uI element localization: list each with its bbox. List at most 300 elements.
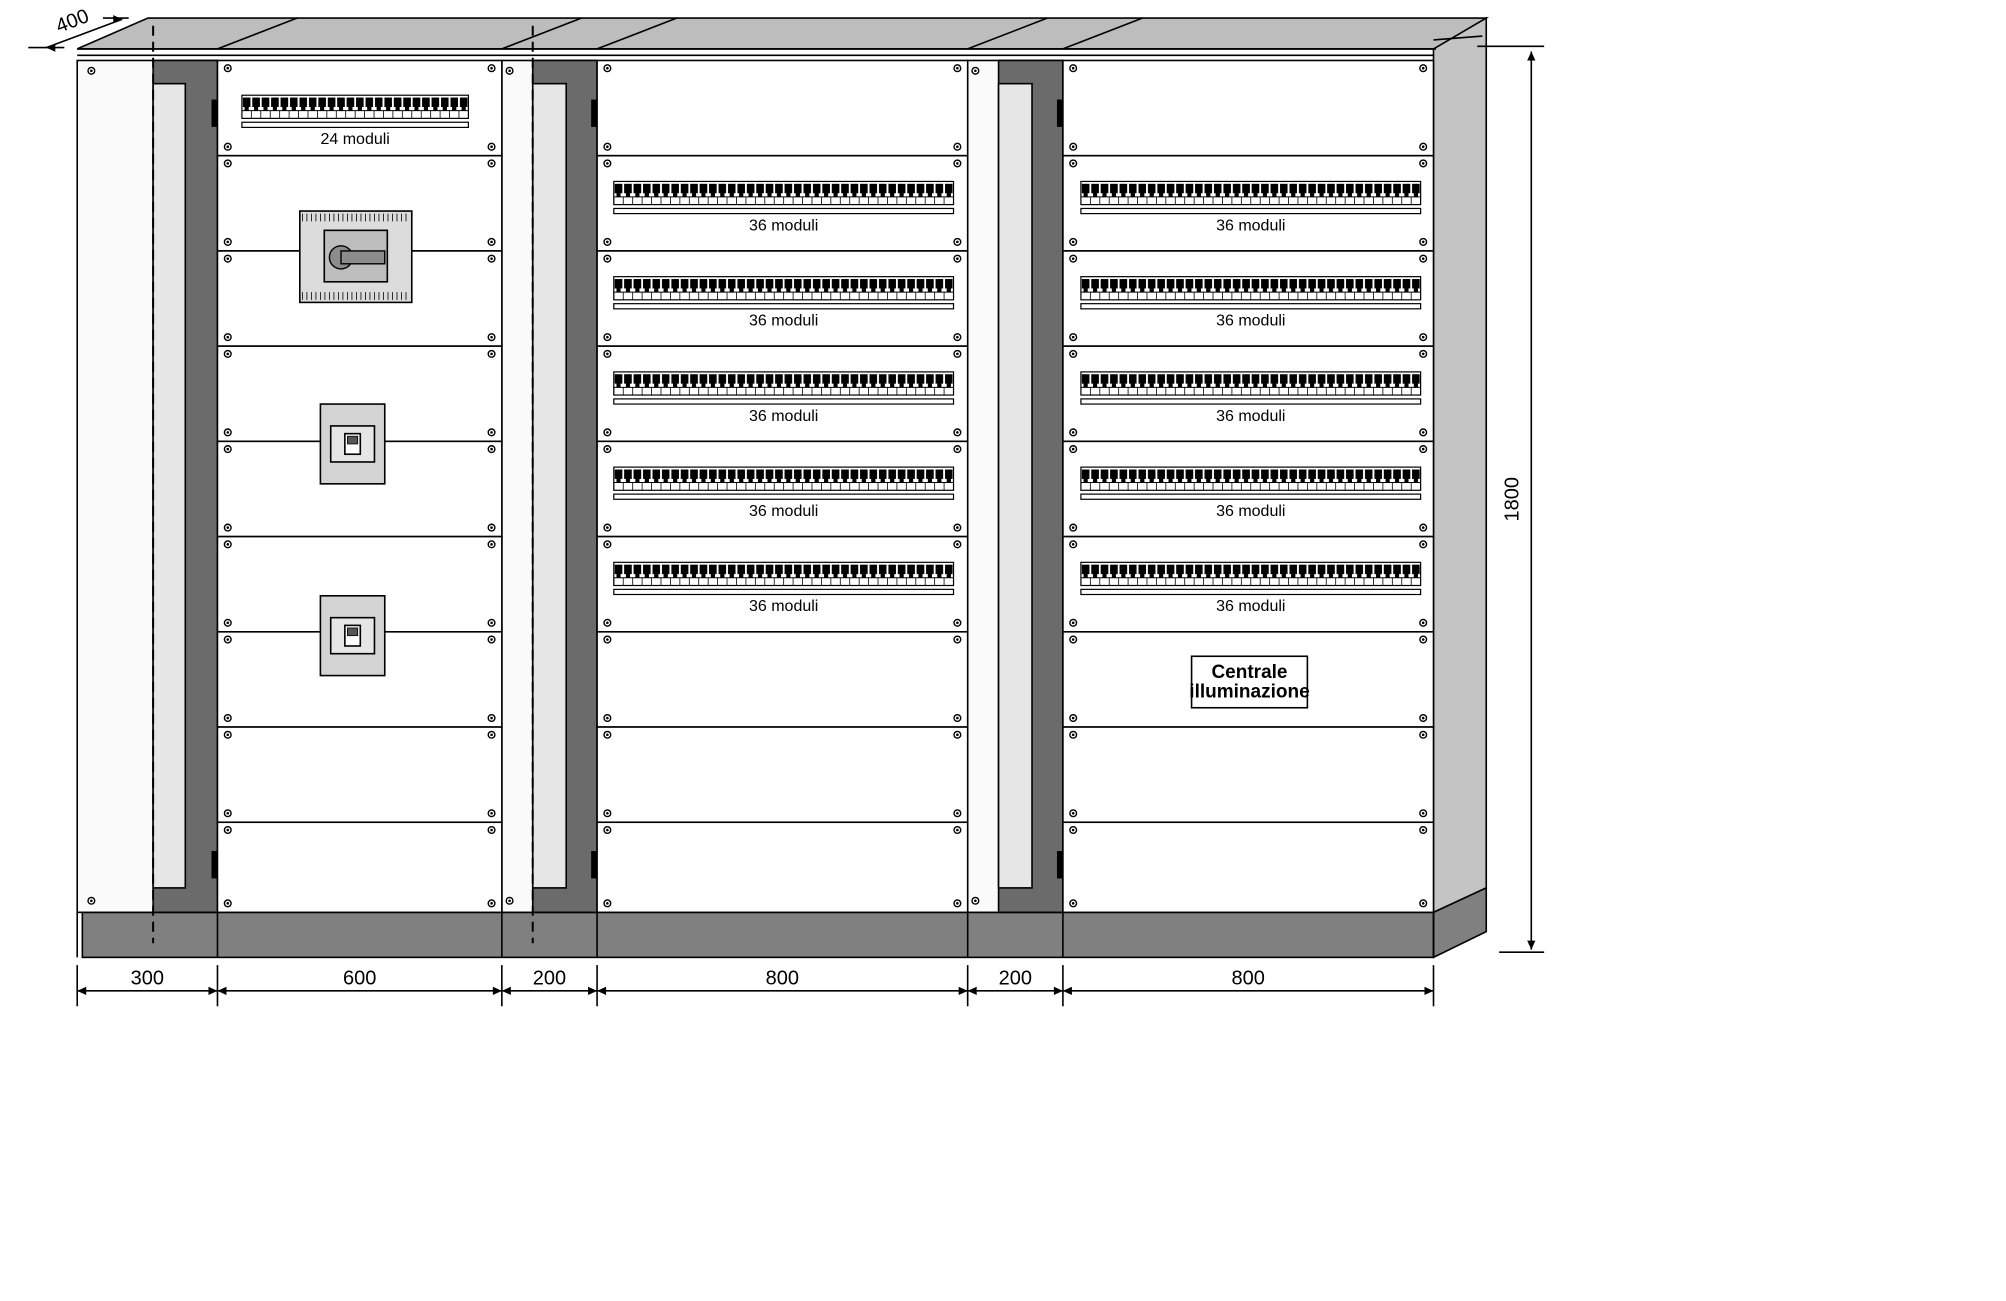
breaker-lever-icon [1414, 193, 1418, 197]
screw-center-icon [606, 145, 609, 148]
breaker-top-icon [738, 470, 745, 479]
breaker-lever-icon [768, 383, 772, 387]
breaker-lever-icon [1121, 574, 1125, 578]
breaker-top-icon [926, 470, 933, 479]
breaker-top-icon [1205, 184, 1212, 193]
module-label-cabinet-f-row-1: 36 moduli [1216, 217, 1286, 235]
breaker-top-icon [945, 279, 952, 288]
label-strip [1081, 304, 1421, 309]
screw-center-icon [606, 812, 609, 815]
breaker-top-icon [1346, 279, 1353, 288]
breaker-top-icon [624, 374, 631, 383]
breaker-top-icon [851, 470, 858, 479]
breaker-top-icon [634, 279, 641, 288]
breaker-top-icon [709, 565, 716, 574]
breaker-lever-icon [273, 107, 277, 111]
breaker-lever-icon [730, 383, 734, 387]
breaker-top-icon [1318, 470, 1325, 479]
breaker-lever-icon [664, 193, 668, 197]
breaker-top-icon [879, 565, 886, 574]
breaker-lever-icon [1263, 383, 1267, 387]
breaker-lever-icon [645, 193, 649, 197]
screw-center-icon [90, 69, 93, 72]
breaker-lever-icon [1367, 288, 1371, 292]
breaker-top-icon [1393, 470, 1400, 479]
breaker-lever-icon [1188, 479, 1192, 483]
breaker-top-icon [1261, 374, 1268, 383]
breaker-top-icon [1120, 470, 1127, 479]
breaker-lever-icon [853, 288, 857, 292]
breaker-top-icon [1158, 184, 1165, 193]
breaker-lever-icon [843, 193, 847, 197]
module-label-cabinet-b: 24 moduli [320, 131, 390, 149]
breaker-lever-icon [1263, 193, 1267, 197]
screw-center-icon [490, 638, 493, 641]
breaker-top-icon [907, 374, 914, 383]
breaker-top-icon [945, 470, 952, 479]
breaker-lever-icon [796, 479, 800, 483]
breaker-top-icon [766, 470, 773, 479]
breaker-top-icon [700, 374, 707, 383]
module-rail-cabinet-d-row-2 [614, 277, 954, 309]
breaker-lever-icon [1272, 383, 1276, 387]
breaker-lever-icon [683, 479, 687, 483]
breaker-lever-icon [1386, 383, 1390, 387]
breaker-top-icon [785, 374, 792, 383]
screw-center-icon [606, 67, 609, 70]
breaker-lever-icon [796, 288, 800, 292]
breaker-lever-icon [768, 288, 772, 292]
screw-center-icon [1422, 448, 1425, 451]
breaker-top-icon [860, 470, 867, 479]
screw-center-icon [490, 257, 493, 260]
screw-center-icon [1072, 902, 1075, 905]
breaker-lever-icon [749, 193, 753, 197]
module-label-cabinet-d-row-5: 36 moduli [748, 598, 819, 616]
breaker-top-icon [823, 279, 830, 288]
breaker-lever-icon [1206, 193, 1210, 197]
breaker-lever-icon [1254, 574, 1258, 578]
breaker-top-icon [870, 184, 877, 193]
breaker-lever-icon [1414, 574, 1418, 578]
breaker-lever-icon [834, 383, 838, 387]
breaker-top-icon [785, 279, 792, 288]
breaker-top-icon [1252, 184, 1259, 193]
breaker-top-icon [841, 184, 848, 193]
breaker-top-icon [1309, 279, 1316, 288]
breaker-lever-icon [702, 479, 706, 483]
breaker-lever-icon [1367, 574, 1371, 578]
breaker-top-icon [1356, 279, 1363, 288]
label-strip [1081, 208, 1421, 213]
breaker-top-icon [1214, 184, 1221, 193]
breaker-top-icon [1261, 184, 1268, 193]
breaker-top-icon [1327, 184, 1334, 193]
breaker-lever-icon [768, 574, 772, 578]
breaker-lever-icon [777, 193, 781, 197]
breaker-top-icon [1403, 184, 1410, 193]
breaker-top-icon [775, 279, 782, 288]
breaker-lever-icon [862, 288, 866, 292]
breaker-lever-icon [1159, 574, 1163, 578]
breaker-lever-icon [720, 574, 724, 578]
breaker-lever-icon [1112, 288, 1116, 292]
breaker-top-icon [1393, 184, 1400, 193]
breaker-top-icon [879, 470, 886, 479]
breaker-lever-icon [1386, 288, 1390, 292]
cabinet-right-side [1434, 18, 1487, 912]
screw-center-icon [226, 526, 229, 529]
breaker-top-icon [1139, 184, 1146, 193]
screw-center-icon [226, 162, 229, 165]
breaker-lever-icon [1131, 383, 1135, 387]
breaker-lever-icon [654, 288, 658, 292]
breaker-top-icon [1186, 565, 1193, 574]
breaker-lever-icon [1150, 383, 1154, 387]
screw-center-icon [1072, 812, 1075, 815]
breaker-lever-icon [749, 288, 753, 292]
breaker-top-icon [1139, 279, 1146, 288]
breaker-lever-icon [673, 574, 677, 578]
breaker-top-icon [945, 565, 952, 574]
screw-center-icon [1422, 431, 1425, 434]
breaker-lever-icon [1178, 479, 1182, 483]
breaker-lever-icon [654, 193, 658, 197]
breaker-top-icon [1101, 470, 1108, 479]
breaker-top-icon [643, 565, 650, 574]
screw-center-icon [1072, 733, 1075, 736]
breaker-top-icon [615, 184, 622, 193]
breaker-top-icon [1242, 184, 1249, 193]
breaker-top-icon [775, 565, 782, 574]
breaker-top-icon [1129, 470, 1136, 479]
breaker-top-icon [860, 374, 867, 383]
breaker-lever-icon [777, 383, 781, 387]
panel-d-row-1 [597, 60, 968, 155]
breaker-top-icon [662, 279, 669, 288]
screw-center-icon [1422, 67, 1425, 70]
label-strip [614, 399, 954, 404]
screw-center-icon [1422, 145, 1425, 148]
breaker-lever-icon [890, 574, 894, 578]
breaker-lever-icon [654, 574, 658, 578]
screw-center-icon [1422, 717, 1425, 720]
breaker-lever-icon [617, 193, 621, 197]
breaker-lever-icon [1178, 288, 1182, 292]
breaker-lever-icon [730, 479, 734, 483]
breaker-top-icon [662, 565, 669, 574]
breaker-top-icon [870, 470, 877, 479]
breaker-lever-icon [1254, 479, 1258, 483]
breaker-top-icon [1101, 565, 1108, 574]
breaker-lever-icon [1348, 479, 1352, 483]
breaker-top-icon [700, 470, 707, 479]
screw-center-icon [956, 67, 959, 70]
breaker-lever-icon [692, 288, 696, 292]
screw-center-icon [490, 829, 493, 832]
breaker-top-icon [728, 279, 735, 288]
breaker-lever-icon [1197, 383, 1201, 387]
breaker-top-icon [1214, 565, 1221, 574]
breaker-lever-icon [664, 574, 668, 578]
breaker-lever-icon [692, 574, 696, 578]
breaker-top-icon [690, 470, 697, 479]
screw-center-icon [956, 829, 959, 832]
breaker-lever-icon [1386, 574, 1390, 578]
screw-center-icon [956, 353, 959, 356]
breaker-top-icon [1129, 184, 1136, 193]
breaker-lever-icon [1140, 193, 1144, 197]
breaker-top-icon [1242, 374, 1249, 383]
breaker-lever-icon [1263, 574, 1267, 578]
arrowhead-icon [1527, 941, 1535, 950]
breaker-top-icon [785, 470, 792, 479]
breaker-top-icon [366, 98, 373, 107]
screw-center-icon [1072, 67, 1075, 70]
breaker-lever-icon [900, 193, 904, 197]
breaker-top-icon [936, 565, 943, 574]
depth-dimension-label: 400 [52, 5, 93, 38]
breaker-top-icon [766, 374, 773, 383]
breaker-top-icon [756, 470, 763, 479]
breaker-lever-icon [692, 193, 696, 197]
breaker-lever-icon [1301, 383, 1305, 387]
breaker-lever-icon [1301, 288, 1305, 292]
breaker-top-icon [624, 565, 631, 574]
breaker-lever-icon [1301, 193, 1305, 197]
breaker-top-icon [1176, 470, 1183, 479]
breaker-lever-icon [1357, 383, 1361, 387]
screw-center-icon [490, 902, 493, 905]
breaker-top-icon [1186, 279, 1193, 288]
screw-center-icon [226, 145, 229, 148]
screw-center-icon [90, 899, 93, 902]
breaker-top-icon [898, 565, 905, 574]
breaker-lever-icon [367, 107, 371, 111]
breaker-top-icon [1384, 374, 1391, 383]
breaker-lever-icon [1084, 193, 1088, 197]
breaker-lever-icon [1357, 479, 1361, 483]
label-strip [242, 122, 468, 127]
breaker-lever-icon [1244, 193, 1248, 197]
breaker-top-icon [1101, 279, 1108, 288]
breaker-top-icon [747, 184, 754, 193]
breaker-top-icon [1309, 374, 1316, 383]
breaker-lever-icon [1235, 288, 1239, 292]
breaker-lever-icon [739, 193, 743, 197]
breaker-top-icon [1318, 184, 1325, 193]
breaker-top-icon [907, 184, 914, 193]
breaker-lever-icon [937, 288, 941, 292]
breaker-lever-icon [881, 288, 885, 292]
breaker-lever-icon [626, 574, 630, 578]
breaker-lever-icon [947, 479, 951, 483]
breaker-lever-icon [900, 288, 904, 292]
breaker-top-icon [870, 565, 877, 574]
breaker-top-icon [643, 279, 650, 288]
breaker-lever-icon [1376, 383, 1380, 387]
screw-center-icon [226, 431, 229, 434]
breaker-top-icon [804, 565, 811, 574]
screw-center-icon [490, 67, 493, 70]
screw-center-icon [490, 733, 493, 736]
breaker-lever-icon [1216, 574, 1220, 578]
breaker-top-icon [672, 184, 679, 193]
breaker-top-icon [1082, 184, 1089, 193]
breaker-top-icon [413, 98, 420, 107]
breaker-lever-icon [1140, 288, 1144, 292]
breaker-lever-icon [1103, 479, 1107, 483]
breaker-top-icon [889, 184, 896, 193]
breaker-top-icon [823, 184, 830, 193]
breaker-lever-icon [919, 574, 923, 578]
breaker-top-icon [907, 470, 914, 479]
breaker-top-icon [832, 184, 839, 193]
breaker-top-icon [1129, 279, 1136, 288]
breaker-lever-icon [1178, 574, 1182, 578]
breaker-lever-icon [1329, 479, 1333, 483]
breaker-top-icon [794, 279, 801, 288]
panel-f-row-1 [1063, 60, 1434, 155]
module-label-cabinet-d-row-2: 36 moduli [748, 312, 819, 330]
breaker-lever-icon [1112, 574, 1116, 578]
breaker-top-icon [1356, 470, 1363, 479]
breaker-lever-icon [396, 107, 400, 111]
breaker-top-icon [756, 184, 763, 193]
breaker-lever-icon [683, 288, 687, 292]
module-label-cabinet-d-row-4: 36 moduli [748, 503, 819, 521]
breaker-top-icon [1356, 374, 1363, 383]
breaker-top-icon [738, 279, 745, 288]
screw-center-icon [1072, 448, 1075, 451]
breaker-top-icon [823, 470, 830, 479]
breaker-lever-icon [796, 383, 800, 387]
breaker-lever-icon [1121, 383, 1125, 387]
breaker-lever-icon [1301, 479, 1305, 483]
breaker-top-icon [1129, 565, 1136, 574]
width-label-cabinet-b: 600 [342, 967, 377, 990]
breaker-top-icon [1290, 374, 1297, 383]
arrowhead-icon [1063, 987, 1072, 995]
breaker-top-icon [690, 565, 697, 574]
screw-center-icon [490, 812, 493, 815]
breaker-top-icon [385, 98, 392, 107]
breaker-top-icon [719, 279, 726, 288]
arrowhead-icon [217, 987, 226, 995]
breaker-lever-icon [254, 107, 258, 111]
breaker-lever-icon [928, 479, 932, 483]
breaker-top-icon [1403, 279, 1410, 288]
breaker-top-icon [375, 98, 382, 107]
breaker-top-icon [766, 565, 773, 574]
screw-center-icon [508, 69, 511, 72]
breaker-top-icon [794, 470, 801, 479]
breaker-lever-icon [1112, 479, 1116, 483]
breaker-lever-icon [1131, 288, 1135, 292]
module-rail-cabinet-d-row-3 [614, 372, 954, 404]
breaker-lever-icon [1188, 574, 1192, 578]
breaker-top-icon [1214, 470, 1221, 479]
breaker-top-icon [719, 374, 726, 383]
screw-center-icon [1072, 336, 1075, 339]
breaker-lever-icon [824, 479, 828, 483]
breaker-lever-icon [1395, 574, 1399, 578]
breaker-top-icon [907, 279, 914, 288]
breaker-lever-icon [626, 193, 630, 197]
breaker-top-icon [1327, 565, 1334, 574]
breaker-lever-icon [1235, 383, 1239, 387]
breaker-lever-icon [1282, 383, 1286, 387]
breaker-top-icon [1375, 565, 1382, 574]
module-rail-cabinet-d-row-1 [614, 181, 954, 213]
screw-center-icon [490, 526, 493, 529]
breaker-lever-icon [664, 288, 668, 292]
breaker-top-icon [681, 184, 688, 193]
breaker-lever-icon [739, 288, 743, 292]
breaker-lever-icon [796, 193, 800, 197]
breaker-top-icon [1110, 184, 1117, 193]
breaker-top-icon [841, 374, 848, 383]
module-rail-cabinet-f-row-5 [1081, 562, 1421, 594]
breaker-top-icon [1252, 279, 1259, 288]
breaker-top-icon [1290, 565, 1297, 574]
breaker-top-icon [1261, 279, 1268, 288]
breaker-lever-icon [1244, 383, 1248, 387]
breaker-top-icon [1346, 470, 1353, 479]
label-strip [1081, 399, 1421, 404]
breaker-lever-icon [834, 288, 838, 292]
breaker-top-icon [1233, 279, 1240, 288]
breaker-top-icon [738, 374, 745, 383]
breaker-lever-icon [862, 383, 866, 387]
breaker-lever-icon [645, 383, 649, 387]
breaker-lever-icon [1320, 479, 1324, 483]
breaker-top-icon [832, 565, 839, 574]
screw-center-icon [956, 902, 959, 905]
breaker-top-icon [926, 184, 933, 193]
breaker-lever-icon [311, 107, 315, 111]
breaker-lever-icon [843, 574, 847, 578]
breaker-top-icon [813, 374, 820, 383]
breaker-lever-icon [1103, 383, 1107, 387]
panel-b-row-8 [217, 727, 501, 822]
breaker-top-icon [1346, 374, 1353, 383]
breaker-lever-icon [1188, 193, 1192, 197]
breaker-top-icon [662, 184, 669, 193]
breaker-top-icon [624, 184, 631, 193]
breaker-lever-icon [1140, 383, 1144, 387]
breaker-top-icon [813, 184, 820, 193]
screw-center-icon [1072, 638, 1075, 641]
breaker-top-icon [926, 374, 933, 383]
breaker-lever-icon [805, 479, 809, 483]
panel-f-row-9 [1063, 822, 1434, 912]
breaker-top-icon [1176, 565, 1183, 574]
screw-center-icon [1072, 353, 1075, 356]
breaker-top-icon [643, 470, 650, 479]
breaker-lever-icon [786, 479, 790, 483]
breaker-top-icon [624, 279, 631, 288]
screw-center-icon [1422, 162, 1425, 165]
breaker-lever-icon [1206, 479, 1210, 483]
screw-center-icon [226, 638, 229, 641]
screw-center-icon [226, 67, 229, 70]
breaker-lever-icon [245, 107, 249, 111]
breaker-lever-icon [871, 193, 875, 197]
breaker-lever-icon [433, 107, 437, 111]
panel-d-row-8 [597, 727, 968, 822]
breaker-top-icon [1403, 470, 1410, 479]
